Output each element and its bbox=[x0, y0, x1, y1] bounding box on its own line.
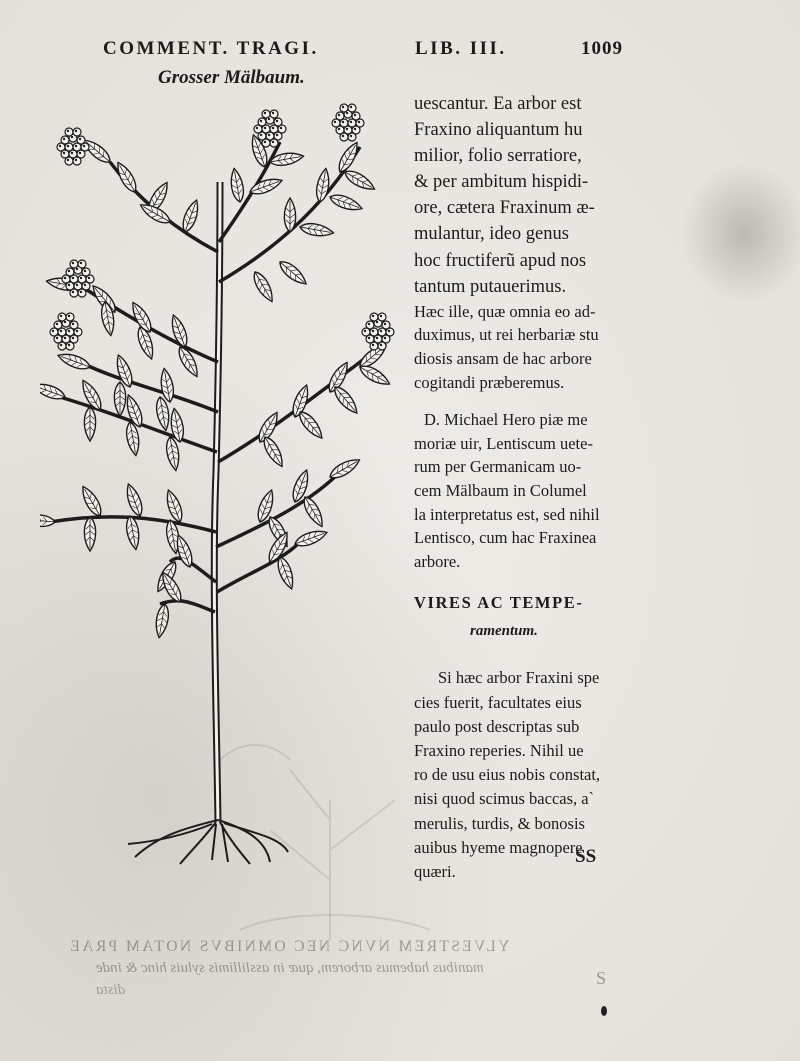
running-head bbox=[103, 38, 623, 64]
paragraph-attribution bbox=[414, 300, 640, 394]
bleed-through-text-line: manibus habemus arborem, quæ in asslillimis syluis hinc & inde bbox=[96, 960, 484, 976]
text-line: paulo post descriptas sub bbox=[414, 716, 580, 736]
tree-woodcut-illustration bbox=[40, 92, 405, 870]
text-line: milior, folio serratiore, bbox=[414, 146, 582, 167]
text-line: nisi quod scimus baccas, a` bbox=[414, 789, 595, 809]
catchword: SS bbox=[575, 846, 597, 867]
text-line: merulis, turdis, & bonosis bbox=[414, 813, 585, 833]
running-head-title: COMMENT. TRAGI. bbox=[103, 38, 319, 59]
ink-spot bbox=[601, 1006, 607, 1016]
text-line: moriæ uir, Lentiscum uete- bbox=[414, 433, 593, 453]
plant-title: Grosser Mälbaum. bbox=[158, 67, 305, 88]
text-line: uescantur. Ea arbor est bbox=[414, 94, 582, 114]
text-line: rum per Germanicam uo- bbox=[414, 457, 582, 477]
bleed-through-signature: S bbox=[596, 968, 607, 988]
text-line: ore, cætera Fraxinum æ- bbox=[414, 198, 595, 219]
text-line: ro de usu eius nobis constat, bbox=[414, 765, 601, 785]
text-line: D. Michael Hero piæ me bbox=[424, 410, 588, 430]
text-line: arbore. bbox=[414, 551, 461, 571]
section-heading: VIRES AC TEMPE- bbox=[414, 593, 584, 613]
paragraph-intro bbox=[414, 91, 640, 300]
paragraph-michael-hero bbox=[414, 408, 640, 573]
text-line: hoc fructiferũ apud nos bbox=[414, 250, 587, 271]
text-line: & per ambitum hispidi- bbox=[414, 172, 589, 193]
text-line: Si hæc arbor Fraxini spe bbox=[438, 668, 600, 688]
section-subheading: ramentum. bbox=[470, 623, 538, 640]
text-line: cies fuerit, facultates eius bbox=[414, 692, 582, 712]
running-head-book: LIB. III. bbox=[415, 38, 507, 59]
text-line: Fraxino reperies. Nihil ue bbox=[414, 741, 584, 761]
text-line: Lentisco, cum hac Fraxinea bbox=[414, 528, 597, 548]
bleed-through-text-line: YLVESTREM NVNC NEC OMNIBVS NOTAM PRAE bbox=[68, 938, 510, 955]
text-line: Fraxino aliquantum hu bbox=[414, 120, 583, 141]
text-line: duximus, ut rei herbariæ stu bbox=[414, 325, 599, 345]
text-line: cogitandi præberemus. bbox=[414, 372, 565, 392]
text-line: auibus hyeme magnopere bbox=[414, 837, 583, 857]
main-text-column bbox=[414, 91, 640, 884]
paragraph-vires bbox=[414, 666, 640, 884]
text-line: diosis ansam de hac arbore bbox=[414, 348, 592, 368]
text-line: Hæc ille, quæ omnia eo ad- bbox=[414, 301, 596, 321]
text-line: quæri. bbox=[414, 862, 456, 882]
text-line: la interpretatus est, sed nihil bbox=[414, 504, 600, 524]
text-line: cem Mälbaum in Columel bbox=[414, 480, 587, 500]
page-number: 1009 bbox=[581, 38, 623, 59]
text-line: mulantur, ideo genus bbox=[414, 224, 569, 245]
text-line: tantum putauerimus. bbox=[414, 276, 567, 297]
bleed-through-text-line: dista bbox=[96, 982, 126, 998]
